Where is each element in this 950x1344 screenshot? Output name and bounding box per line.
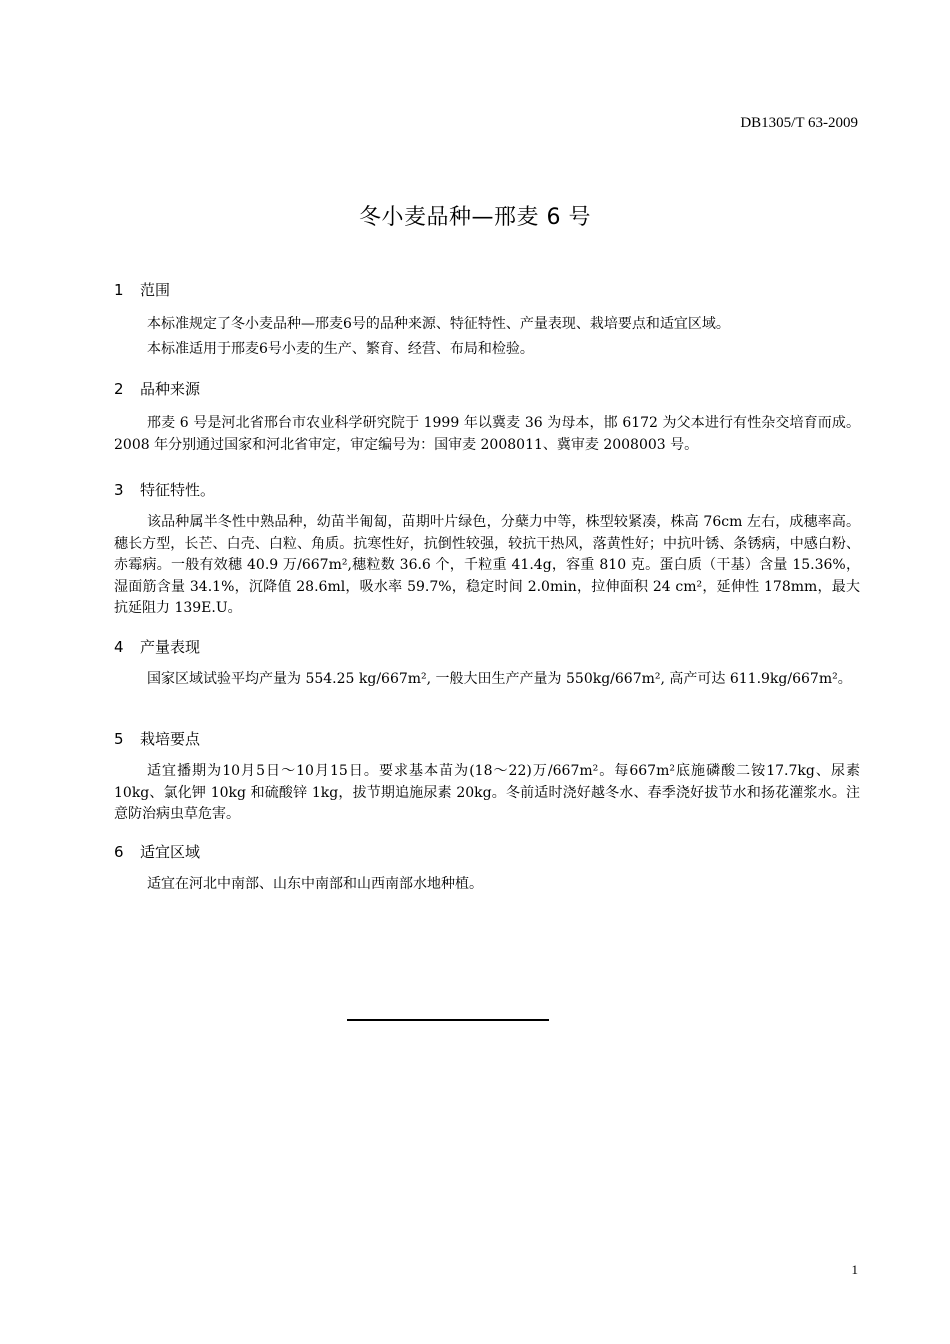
section-title: 适宜区域	[140, 843, 201, 861]
section-heading-origin	[114, 378, 200, 399]
section-heading-region	[114, 841, 200, 862]
paragraph: 适宜在河北中南部、山东中南部和山西南部水地种植。	[147, 876, 483, 892]
section-heading-yield	[114, 636, 200, 657]
paragraph: 国家区域试验平均产量为 554.25 kg/667m², 一般大田生产产量为 550kg/667m², 高产可达 611.9kg/667m²。	[147, 671, 852, 687]
section-title: 产量表现	[140, 638, 201, 656]
section-title: 品种来源	[140, 380, 201, 398]
section-number: 4	[114, 638, 124, 656]
document-title: 冬小麦品种—邢麦 6 号	[359, 205, 591, 230]
page-number: 1	[851, 1262, 858, 1277]
section-number: 5	[114, 730, 124, 748]
section-number: 6	[114, 843, 124, 861]
paragraph: 适宜播期为10月5日～10月15日。要求基本苗为(18～22)万/667m²。每667m²底施磷酸二铵17.7kg、尿素 10kg、氯化钾 10kg 和硫酸锌 1kg，拔节期追施尿素 20kg。冬前适时浇好越冬水、春季浇好拔节水和扬花灌浆水。注意防治病虫草危害。	[114, 763, 860, 822]
section-title: 栽培要点	[140, 730, 201, 748]
end-rule	[347, 1019, 549, 1021]
paragraph: 邢麦 6 号是河北省邢台市农业科学研究院于 1999 年以冀麦 36 为母本，邯 6172 为父本进行有性杂交培育而成。2008 年分别通过国家和河北省审定，审定编号为：国审麦 2008011、冀审麦 2008003 号。	[114, 415, 860, 453]
section-number: 1	[114, 281, 124, 299]
section-number: 2	[114, 380, 124, 398]
section-title: 特征特性。	[140, 481, 216, 499]
section-number: 3	[114, 481, 124, 499]
paragraph: 该品种属半冬性中熟品种，幼苗半匍匐，苗期叶片绿色，分蘖力中等，株型较紧凑，株高 76cm 左右，成穗率高。穗长方型，长芒、白壳、白粒、角质。抗寒性好，抗倒性较强，较抗干热风，落黄性好；中抗叶锈、条锈病，中感白粉、赤霉病。一般有效穗 40.9 万/667m²,穗粒数 36.6 个，千粒重 41.4g，容重 810 克。蛋白质（干基）含量 15.36%，湿面筋含量 34.1%，沉降值 28.6ml，吸水率 59.7%，稳定时间 2.0min，拉伸面积 24 cm²，延伸性 178mm，最大抗延阻力 139E.U。	[114, 514, 860, 616]
section-heading-characteristics	[114, 479, 215, 500]
standard-code: DB1305/T 63-2009	[740, 115, 858, 131]
paragraph: 本标准适用于邢麦6号小麦的生产、繁育、经营、布局和检验。	[147, 341, 534, 357]
section-heading-cultivation	[114, 728, 200, 749]
section-heading-scope	[114, 279, 170, 300]
section-title: 范围	[140, 281, 171, 299]
paragraph: 本标准规定了冬小麦品种—邢麦6号的品种来源、特征特性、产量表现、栽培要点和适宜区域。	[147, 316, 730, 332]
